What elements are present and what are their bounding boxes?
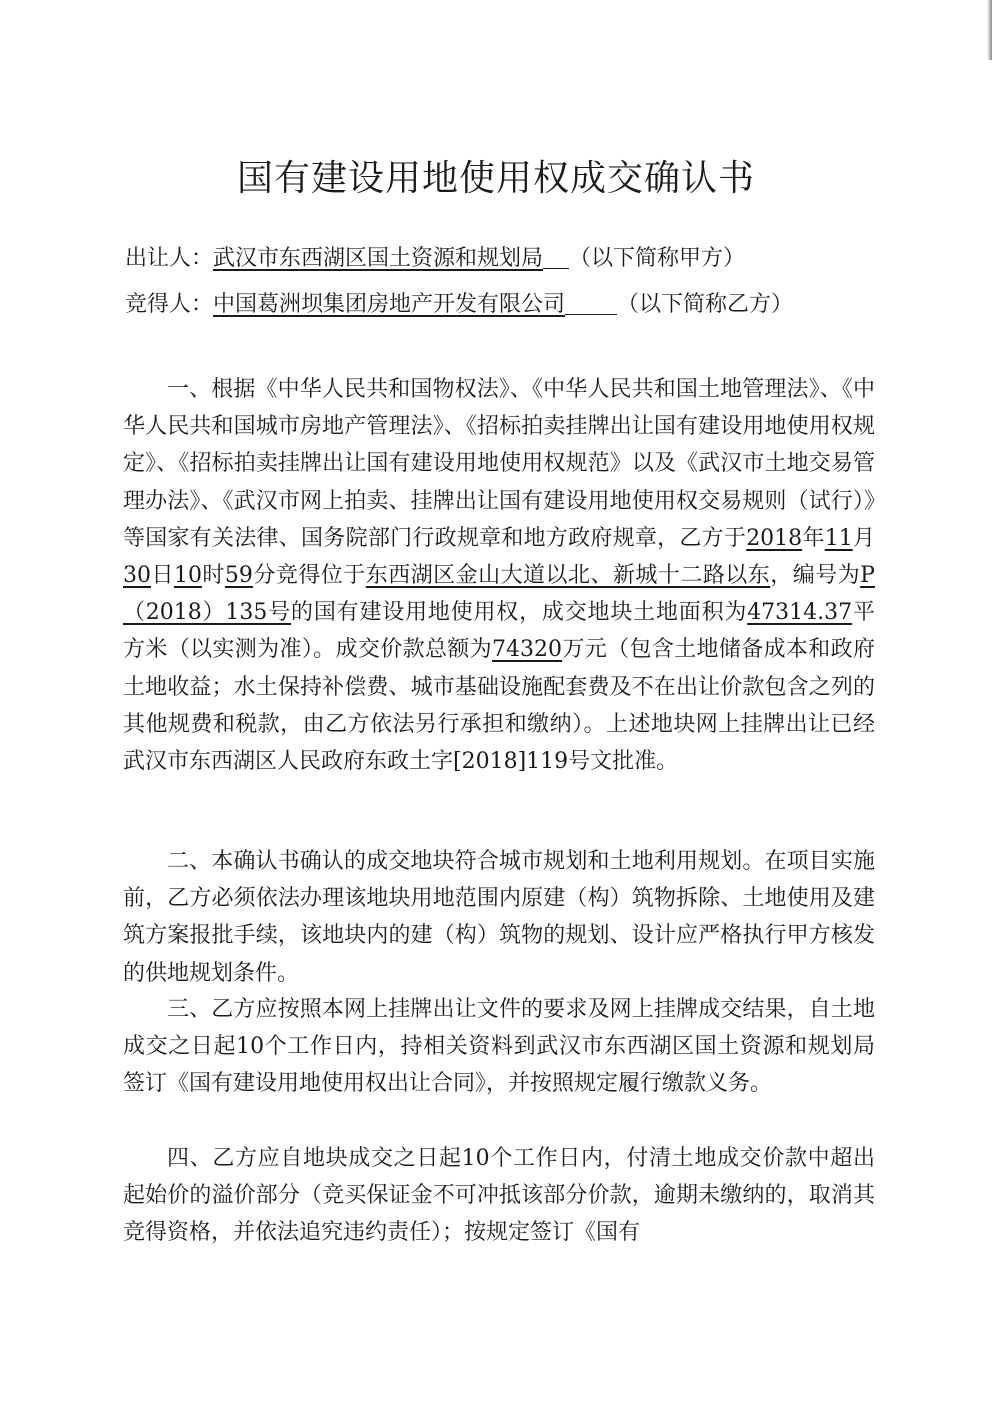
- deal-hour: 10: [173, 563, 202, 589]
- bidder-label: 竞得人：: [125, 292, 214, 317]
- deal-year: 2018: [746, 525, 803, 551]
- clause-4-paragraph: 四、乙方应自地块成交之日起10个工作日内，付清土地成交价款中超出起始价的溢价部分（竞买保证金不可冲抵该部分价款，逾期未缴纳的，取消其竞得资格，并依法追究违约责任）；按规定签订《国有: [123, 1146, 875, 1246]
- parcel-number: P（2018）135号: [123, 563, 875, 626]
- parcel-location: 东西湖区金山大道以北、新城十二路以东: [365, 563, 771, 589]
- clause-4: [123, 1140, 875, 1252]
- clause-2-paragraph: 二、本确认书确认的成交地块符合城市规划和土地利用规划。在项目实施前，乙方必须依法办理该地块用地范围内原建（构）筑物拆除、土地使用及建筑方案报批手续，该地块内的建（构）筑物的规划、设计应严格执行甲方核发的供地规划条件。: [123, 849, 875, 986]
- clause-1-paragraph: [123, 371, 875, 780]
- deal-month: 11: [824, 525, 853, 551]
- clause-2: [123, 843, 875, 992]
- seller-label: 出让人：: [125, 246, 214, 271]
- scan-edge-mark: [987, 0, 992, 60]
- bidder-underline-pad: [565, 292, 617, 315]
- deal-day-unit: 日: [151, 563, 174, 589]
- deal-month-unit: 月: [852, 525, 875, 551]
- seller-name: 武汉市东西湖区国土资源和规划局: [213, 246, 544, 271]
- deal-year-unit: 年: [802, 525, 825, 551]
- clause-1-text-b: 分竞得位于: [252, 563, 366, 589]
- seller-suffix: （以下简称甲方）: [569, 246, 746, 271]
- seller-line: [125, 244, 745, 274]
- bidder-line: [125, 290, 793, 320]
- clause-1-text-e: 平方米（以实测为准）。成交价款总额为: [123, 600, 875, 663]
- total-price: 74320: [492, 637, 563, 663]
- clause-1-text-f: 万元（包含土地储备成本和政府土地收益；水土保持补偿费、城市基础设施配套费及不在出让价款包含之列的其他规费和税款，由乙方依法另行承担和缴纳）。上述地块网上挂牌出让已经武汉市东西湖区人民政府东政土字[2018]119号文批准。: [123, 637, 875, 775]
- parcel-area: 47314.37: [747, 600, 853, 626]
- clause-3: [123, 991, 875, 1103]
- deal-minute: 59: [224, 563, 253, 589]
- bidder-suffix: （以下简称乙方）: [617, 292, 794, 317]
- clause-1: [123, 371, 875, 780]
- seller-underline-pad: [543, 246, 569, 269]
- clause-3-paragraph: 三、乙方应按照本网上挂牌出让文件的要求及网上挂牌成交结果，自土地成交之日起10个工作日内，持相关资料到武汉市东西湖区国土资源和规划局签订《国有建设用地使用权出让合同》，并按照规定履行缴款义务。: [123, 997, 875, 1097]
- deal-hour-unit: 时: [201, 563, 225, 589]
- document-title: 国有建设用地使用权成交确认书: [236, 158, 755, 199]
- clause-1-text-a: 一、根据《中华人民共和国物权法》、《中华人民共和国土地管理法》、《中华人民共和国城市房地产管理法》、《招标拍卖挂牌出让国有建设用地使用权规定》、《招标拍卖挂牌出让国有建设用地使用权规范》以及《武汉市土地交易管理办法》、《武汉市网上拍卖、挂牌出让国有建设用地使用权交易规则（试行）》等国家有关法律、国务院部门行政规章和地方政府规章，乙方于: [123, 377, 875, 551]
- clause-1-text-c: ，编号为: [770, 563, 861, 589]
- bidder-name: 中国葛洲坝集团房地产开发有限公司: [213, 292, 566, 317]
- deal-day: 30: [123, 563, 151, 589]
- clause-1-text-d: 的国有建设用地使用权，成交地块土地面积为: [291, 600, 748, 626]
